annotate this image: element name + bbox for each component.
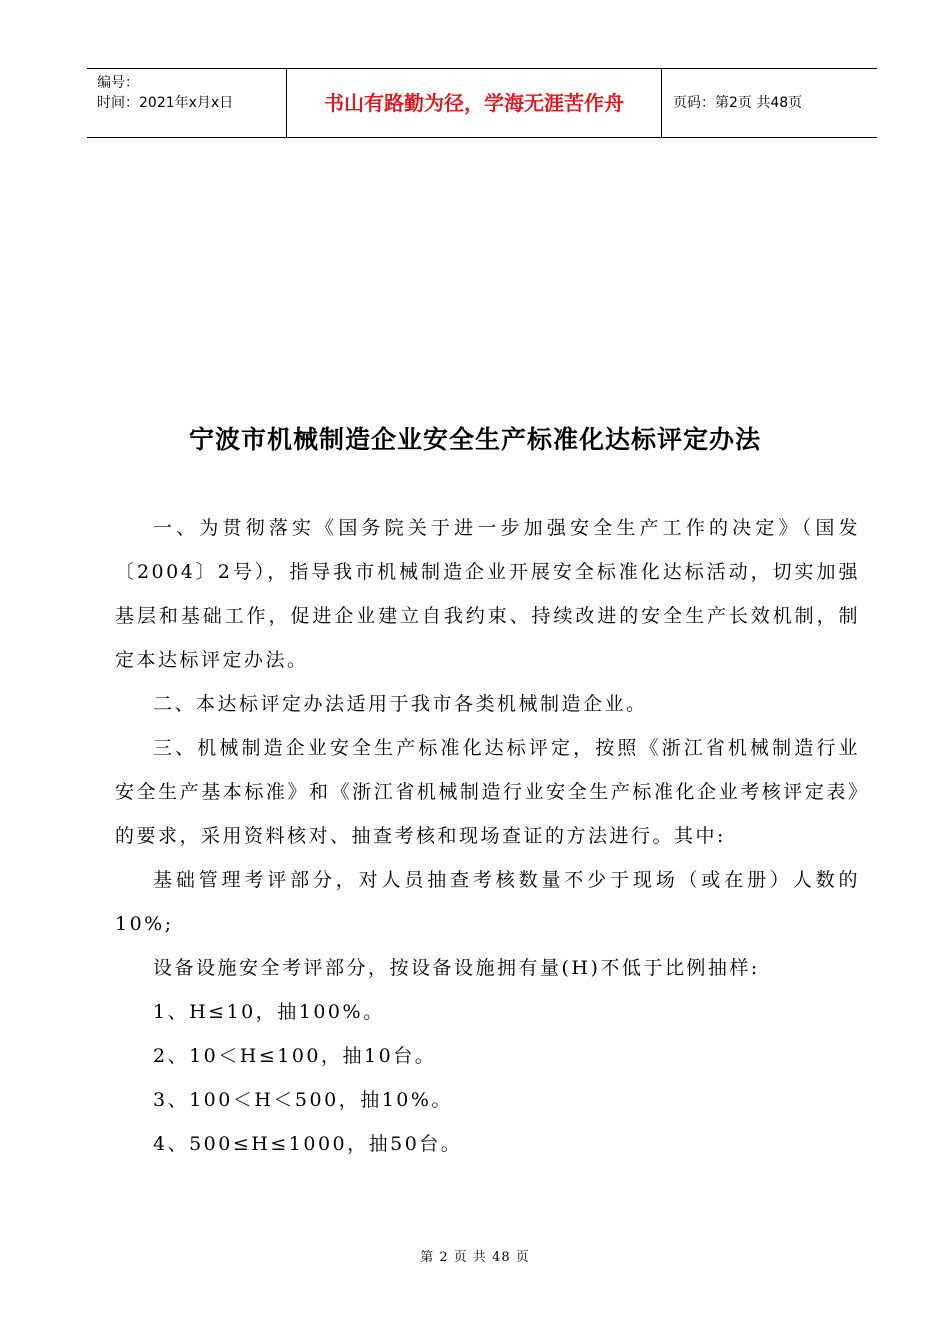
- document-title: 宁波市机械制造企业安全生产标准化达标评定办法: [188, 425, 761, 454]
- sampling-rule-1: 1、H≤10，抽100%。: [153, 1001, 385, 1023]
- sampling-rule-3: 3、100＜H＜500，抽10%。: [153, 1089, 453, 1111]
- paragraph-method: 三、机械制造企业安全生产标准化达标评定，按照《浙江省机械制造行业安全生产基本标准》和《浙江省机械制造行业安全生产标准化企业考核评定表》的要求，采用资料核对、抽查考核和现场查证的方法进行。其中:: [115, 737, 860, 847]
- sampling-rule-4: 4、500≤H≤1000，抽50台。: [153, 1133, 463, 1155]
- header-motto: 书山有路勤为径，学海无涯苦作舟: [324, 91, 624, 115]
- document-body: [115, 506, 860, 1166]
- paragraph-scope: 二、本达标评定办法适用于我市各类机械制造企业。: [153, 693, 648, 715]
- header-meta: [97, 73, 233, 113]
- document-number-label: 编号：: [97, 75, 139, 91]
- paragraph-equipment-sampling: 设备设施安全考评部分，按设备设施拥有量(H)不低于比例抽样:: [153, 957, 760, 979]
- page-footer: 第 2 页 共 48 页: [420, 1250, 530, 1265]
- page-header: [87, 68, 877, 138]
- header-divider-right: [661, 69, 662, 137]
- header-page-info: 页码：第2页 共48页: [673, 95, 803, 111]
- document-time-label: 时间：2021年x月x日: [97, 95, 234, 111]
- paragraph-basic-management: 基础管理考评部分，对人员抽查考核数量不少于现场（或在册）人数的10%;: [115, 869, 860, 935]
- sampling-rule-2: 2、10＜H≤100，抽10台。: [153, 1045, 437, 1067]
- paragraph-purpose: 一、为贯彻落实《国务院关于进一步加强安全生产工作的决定》（国发〔2004〕2号），指导我市机械制造企业开展安全标准化达标活动，切实加强基层和基础工作，促进企业建立自我约束、持续改进的安全生产长效机制，制定本达标评定办法。: [115, 517, 860, 671]
